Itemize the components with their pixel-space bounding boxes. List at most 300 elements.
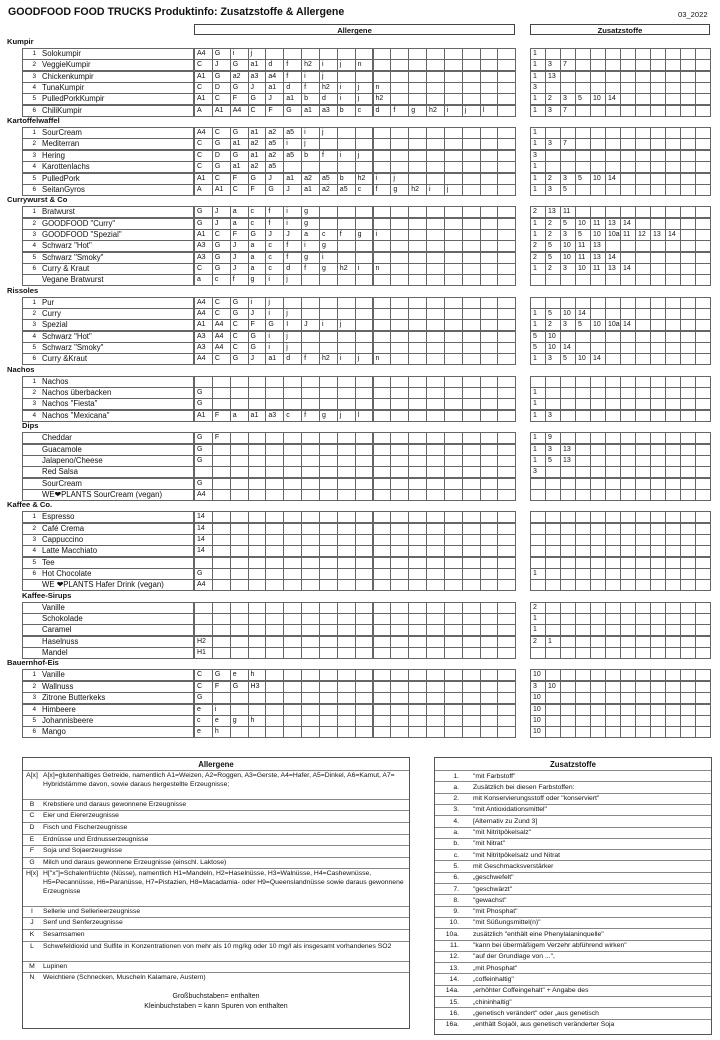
allergen-cell (373, 376, 392, 388)
additive-cell: 2 (545, 173, 561, 185)
additive-cell: 5 (560, 353, 576, 365)
allergen-cell (390, 138, 409, 150)
allergen-cell (480, 557, 499, 569)
allergen-cell (426, 319, 445, 331)
allergen-cell (408, 398, 427, 410)
allergen-cell: G (212, 48, 231, 60)
product-name: WE❤PLANTS SourCream (vegan) (42, 489, 163, 499)
allergen-cell: i (283, 138, 302, 150)
allergen-cell (390, 331, 409, 343)
allergen-cell (373, 240, 392, 252)
allergen-cell (230, 432, 249, 444)
additive-cell: 11 (560, 206, 576, 218)
allergen-cell (301, 636, 320, 648)
allergen-cell (408, 376, 427, 388)
zusatzstoffe-description: "mit Nitritpökelsalz" (473, 829, 532, 836)
allergen-cell (408, 93, 427, 105)
allergen-cell: i (230, 48, 249, 60)
allergen-cell (426, 455, 445, 467)
allergen-cell (319, 557, 338, 569)
additive-cell (665, 534, 681, 546)
additive-cell: 13 (545, 206, 561, 218)
allergen-cell: f (230, 274, 249, 286)
allergen-cell (319, 624, 338, 636)
additive-cell (620, 726, 636, 738)
allergen-cell (480, 48, 499, 60)
allergen-cell (497, 398, 516, 410)
allergen-cell (337, 534, 356, 546)
additive-cell (695, 331, 711, 343)
allergen-cell (462, 342, 481, 354)
additive-cell: 1 (530, 127, 546, 139)
allergen-cell (319, 161, 338, 173)
additive-cell (530, 545, 546, 557)
allergen-cell (462, 127, 481, 139)
allergen-cell (373, 206, 392, 218)
allergen-cell: G (194, 478, 213, 490)
allergen-cell (390, 681, 409, 693)
additive-cell (620, 579, 636, 591)
allergen-cell: a2 (265, 127, 284, 139)
allergen-cell (426, 48, 445, 60)
product-number: 4 (32, 411, 36, 419)
additive-cell (620, 206, 636, 218)
product-number: 1 (32, 129, 36, 137)
zusatzstoffe-code: 4. (453, 817, 459, 825)
allergen-cell: 14 (194, 511, 213, 523)
additive-cell (695, 669, 711, 681)
allergen-cell: j (444, 184, 463, 196)
additive-cell (680, 353, 696, 365)
zusatzstoffe-description: [Alternativ zu Zund 3] (473, 817, 538, 825)
allergen-cell (390, 534, 409, 546)
zusatzstoffe-description: "mit Farbstoff" (473, 772, 516, 780)
allergen-cell (426, 545, 445, 557)
additive-cell: 2 (530, 252, 546, 264)
allergene-code: M (29, 962, 35, 970)
additive-cell (635, 557, 651, 569)
allergen-cell (408, 466, 427, 478)
allergen-cell (319, 545, 338, 557)
allergen-cell (462, 206, 481, 218)
additive-cell (605, 82, 621, 94)
allergen-cell: f (283, 71, 302, 83)
additive-cell (545, 692, 561, 704)
allergen-cell (355, 568, 374, 580)
additive-cell (590, 444, 606, 456)
additive-cell (665, 455, 681, 467)
additive-cell (590, 331, 606, 343)
additive-cell (605, 48, 621, 60)
allergen-cell (355, 398, 374, 410)
additive-cell (605, 455, 621, 467)
allergen-cell: i (373, 229, 392, 241)
additive-cell (590, 715, 606, 727)
zusatzstoffe-code: 9. (453, 908, 459, 916)
additive-cell (680, 206, 696, 218)
additive-cell (650, 82, 666, 94)
additive-cell: 1 (530, 319, 546, 331)
allergene-legend-row (23, 857, 409, 869)
product-name: Cappuccino (42, 534, 84, 544)
product-number: 1 (32, 208, 36, 216)
additive-cell (680, 387, 696, 399)
additive-cell (635, 206, 651, 218)
allergen-cell (337, 297, 356, 309)
allergen-cell (462, 534, 481, 546)
additive-cell: 11 (590, 263, 606, 275)
additive-cell: 13 (605, 218, 621, 230)
additive-cell: 10 (560, 252, 576, 264)
section-title: Kumpir (7, 37, 34, 46)
allergen-cell (319, 602, 338, 614)
allergen-cell (426, 150, 445, 162)
allergen-cell: C (212, 229, 231, 241)
allergen-cell: G (194, 206, 213, 218)
additive-cell (530, 297, 546, 309)
allergen-cell (390, 297, 409, 309)
additive-cell: 1 (530, 48, 546, 60)
allergen-cell: a5 (337, 184, 356, 196)
allergen-cell: C (194, 59, 213, 71)
additive-cell (680, 240, 696, 252)
product-name: Schwarz "Smoky" (42, 343, 104, 353)
additive-cell (575, 410, 591, 422)
additive-cell (650, 319, 666, 331)
product-number: 5 (32, 344, 36, 352)
additive-cell (665, 636, 681, 648)
allergen-cell (283, 636, 302, 648)
allergen-cell (390, 432, 409, 444)
allergen-cell (319, 534, 338, 546)
allergen-cell (283, 624, 302, 636)
product-number: 1 (32, 298, 36, 306)
additive-cell (545, 478, 561, 490)
allergen-cell (462, 557, 481, 569)
allergen-cell (497, 602, 516, 614)
allergen-cell (408, 127, 427, 139)
allergen-cell (426, 523, 445, 535)
allergen-cell (408, 48, 427, 60)
additive-cell (560, 71, 576, 83)
additive-cell (545, 387, 561, 399)
allergen-cell: J (248, 82, 267, 94)
allergen-cell (444, 568, 463, 580)
allergen-cell (283, 432, 302, 444)
additive-cell (620, 184, 636, 196)
product-number: 5 (32, 253, 36, 261)
additive-cell: 1 (530, 184, 546, 196)
allergen-cell (444, 150, 463, 162)
allergen-cell (230, 444, 249, 456)
zusatzstoffe-code: 3. (453, 806, 459, 814)
zusatzstoffe-code: 5. (453, 862, 459, 870)
additive-cell (695, 376, 711, 388)
allergen-cell (355, 376, 374, 388)
allergen-cell (426, 331, 445, 343)
allergen-cell (426, 669, 445, 681)
allergen-cell (373, 410, 392, 422)
additive-cell (680, 173, 696, 185)
allergen-cell (497, 444, 516, 456)
additive-cell (620, 353, 636, 365)
additive-cell (545, 82, 561, 94)
additive-cell (575, 455, 591, 467)
allergen-cell (355, 681, 374, 693)
additive-cell (575, 726, 591, 738)
allergen-cell: J (248, 308, 267, 320)
additive-cell (635, 184, 651, 196)
additive-cell (665, 319, 681, 331)
additive-cell (665, 478, 681, 490)
allergen-cell: j (301, 138, 320, 150)
additive-cell (635, 319, 651, 331)
allergen-cell (497, 636, 516, 648)
additive-cell (575, 297, 591, 309)
additive-cell (635, 692, 651, 704)
allergen-cell (408, 240, 427, 252)
additive-cell (695, 681, 711, 693)
allergen-cell (444, 376, 463, 388)
allergen-cell: G (265, 319, 284, 331)
allergen-cell (337, 48, 356, 60)
additive-cell (605, 715, 621, 727)
allergen-cell (426, 342, 445, 354)
allergen-cell (230, 387, 249, 399)
allergen-cell (337, 624, 356, 636)
additive-cell (575, 206, 591, 218)
allergene-code: K (29, 931, 35, 938)
allergen-cell: a1 (248, 59, 267, 71)
additive-cell (560, 489, 576, 501)
allergen-cell (444, 173, 463, 185)
additive-cell: 14 (620, 263, 636, 275)
product-name: Nachos "Fiesta" (42, 399, 98, 409)
allergen-cell: a1 (283, 93, 302, 105)
additive-cell (650, 297, 666, 309)
additive-cell: 3 (560, 319, 576, 331)
product-name: Latte Macchiato (42, 546, 98, 556)
allergen-cell (373, 274, 392, 286)
additive-cell: 2 (545, 218, 561, 230)
additive-cell (635, 105, 651, 117)
allergen-cell (337, 398, 356, 410)
allergen-cell (301, 274, 320, 286)
allergen-cell (408, 692, 427, 704)
allergen-cell (319, 48, 338, 60)
additive-cell (665, 444, 681, 456)
additive-cell (605, 410, 621, 422)
additive-cell (605, 726, 621, 738)
allergen-cell (355, 557, 374, 569)
allergen-cell: a3 (319, 105, 338, 117)
allergen-cell (337, 568, 356, 580)
additive-cell: 2 (545, 93, 561, 105)
additive-cell: 2 (545, 319, 561, 331)
additive-cell (665, 726, 681, 738)
allergen-cell (444, 715, 463, 727)
allergen-cell (462, 319, 481, 331)
additive-cell (590, 557, 606, 569)
additive-cell (665, 150, 681, 162)
allergen-cell (408, 647, 427, 659)
allergen-cell (212, 523, 231, 535)
allergen-cell (426, 274, 445, 286)
allergen-cell (408, 624, 427, 636)
allergen-cell (444, 161, 463, 173)
allergen-cell (301, 466, 320, 478)
additive-cell (650, 150, 666, 162)
allergen-cell (373, 579, 392, 591)
additive-cell (590, 206, 606, 218)
allergen-cell (426, 353, 445, 365)
allergen-cell (373, 511, 392, 523)
additive-cell (650, 263, 666, 275)
allergen-cell (426, 511, 445, 523)
allergen-cell: G (230, 308, 249, 320)
allergene-legend-row (23, 834, 409, 846)
allergen-cell (283, 398, 302, 410)
allergen-cell (390, 342, 409, 354)
additive-cell (530, 274, 546, 286)
allergen-cell (444, 478, 463, 490)
allergen-cell (301, 579, 320, 591)
additive-cell (605, 545, 621, 557)
allergen-cell (301, 523, 320, 535)
additive-cell: 1 (530, 624, 546, 636)
allergen-cell: J (248, 353, 267, 365)
allergen-cell (408, 206, 427, 218)
additive-cell (620, 669, 636, 681)
additive-cell (590, 647, 606, 659)
allergen-cell: j (355, 82, 374, 94)
additive-cell: 13 (650, 229, 666, 241)
allergen-cell: i (265, 342, 284, 354)
allergen-cell: f (390, 105, 409, 117)
allergen-cell (426, 82, 445, 94)
additive-cell (695, 127, 711, 139)
additive-cell (590, 274, 606, 286)
allergen-cell (444, 466, 463, 478)
additive-cell (605, 523, 621, 535)
additive-cell (575, 71, 591, 83)
additive-cell: 1 (530, 410, 546, 422)
page-title: GOODFOOD FOOD TRUCKS Produktinfo: Zusatzstoffe & Allergene (8, 6, 345, 18)
allergen-cell (319, 466, 338, 478)
allergen-cell (480, 568, 499, 580)
additive-cell (635, 432, 651, 444)
allergen-cell (283, 647, 302, 659)
allergen-cell: a (248, 252, 267, 264)
allergen-cell (480, 71, 499, 83)
additive-cell (635, 161, 651, 173)
additive-cell (590, 161, 606, 173)
additive-cell (635, 669, 651, 681)
additive-cell (650, 704, 666, 716)
allergen-cell: f (373, 184, 392, 196)
additive-cell: 10 (530, 692, 546, 704)
additive-cell (590, 71, 606, 83)
additive-cell (560, 387, 576, 399)
additive-cell (695, 534, 711, 546)
allergen-cell (497, 579, 516, 591)
allergen-cell (444, 218, 463, 230)
allergen-cell (337, 613, 356, 625)
additive-cell: 13 (605, 263, 621, 275)
allergen-cell (301, 342, 320, 354)
additive-cell: 3 (560, 263, 576, 275)
additive-cell (650, 105, 666, 117)
additive-cell (665, 466, 681, 478)
allergen-cell (480, 173, 499, 185)
allergen-cell: A1 (194, 229, 213, 241)
additive-cell (575, 150, 591, 162)
additive-cell (605, 511, 621, 523)
allergen-cell (355, 240, 374, 252)
additive-cell (665, 692, 681, 704)
additive-cell (620, 557, 636, 569)
allergen-cell (480, 602, 499, 614)
zusatzstoffe-legend-row (435, 838, 711, 849)
allergen-cell (265, 478, 284, 490)
allergen-cell (248, 624, 267, 636)
additive-cell (680, 545, 696, 557)
allergen-cell (319, 387, 338, 399)
allergen-cell (426, 387, 445, 399)
allergen-cell: C (194, 138, 213, 150)
allergen-cell: F (212, 681, 231, 693)
additive-cell: 1 (530, 173, 546, 185)
allergen-cell: c (265, 263, 284, 275)
additive-cell (680, 138, 696, 150)
additive-cell (575, 534, 591, 546)
allergen-cell (462, 297, 481, 309)
allergen-cell (337, 647, 356, 659)
allergen-cell (497, 523, 516, 535)
allergen-cell: f (301, 263, 320, 275)
allergen-cell (426, 161, 445, 173)
additive-cell (605, 444, 621, 456)
allergen-cell: g (301, 206, 320, 218)
product-name: SourCream (42, 128, 82, 138)
additive-cell (695, 252, 711, 264)
allergen-cell (373, 613, 392, 625)
allergen-cell (373, 319, 392, 331)
additive-cell (620, 704, 636, 716)
allergen-cell (480, 624, 499, 636)
additive-cell (650, 218, 666, 230)
allergen-cell (444, 297, 463, 309)
product-number: 1 (32, 513, 36, 521)
allergen-cell (444, 308, 463, 320)
additive-cell: 5 (575, 93, 591, 105)
allergen-cell (248, 387, 267, 399)
allergen-cell (265, 726, 284, 738)
allergen-cell: n (373, 263, 392, 275)
additive-cell: 14 (620, 319, 636, 331)
allergen-cell (497, 206, 516, 218)
additive-cell (560, 568, 576, 580)
section-title: Nachos (7, 364, 35, 374)
allergen-cell: G (230, 681, 249, 693)
allergen-cell: G (248, 229, 267, 241)
allergen-cell (301, 613, 320, 625)
allergen-cell: G (248, 342, 267, 354)
allergen-cell: a1 (230, 138, 249, 150)
allergen-cell (497, 82, 516, 94)
allergen-cell (408, 331, 427, 343)
allergen-cell: a (230, 410, 249, 422)
